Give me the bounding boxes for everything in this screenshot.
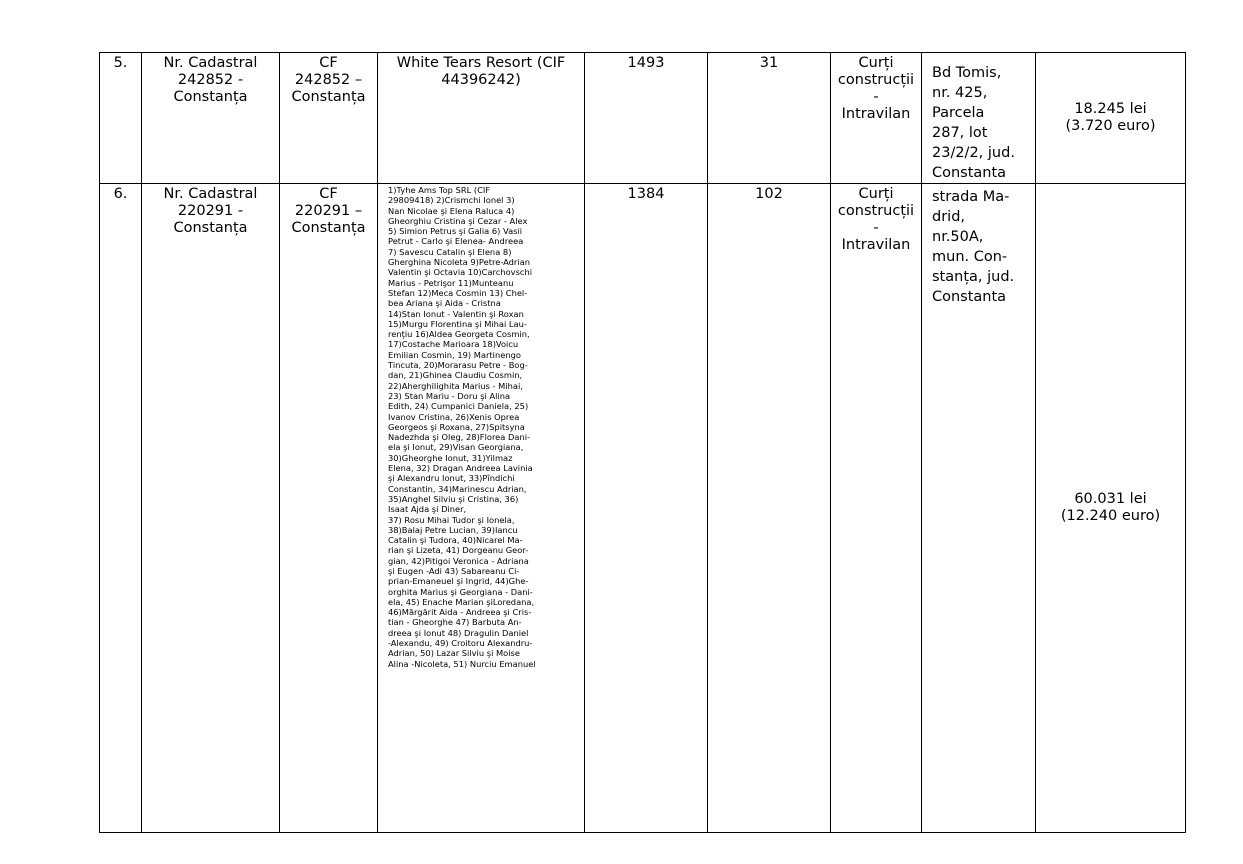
address-line: Constanta — [932, 289, 1007, 305]
address-line: Constanta — [932, 165, 1007, 181]
owner-line: Nadezhda şi Oleg, 28)Florea Dani- — [388, 432, 531, 443]
address-line: nr.50A, — [932, 229, 984, 245]
owner-line: şi Alexandru Ionut, 33)Pîndichi — [388, 473, 515, 484]
area-cell: 1384 — [585, 184, 708, 833]
cf-city: Constanța — [291, 220, 366, 236]
address-line: Bd Tomis, — [932, 65, 1002, 81]
owner-line: Constantin, 34)Marinescu Adrian, — [388, 483, 527, 494]
cf-city: Constanța — [291, 89, 366, 105]
owner-line: Isaat Ajda şi Diner, — [388, 504, 467, 515]
address-cell — [922, 53, 1036, 184]
owner-line: Georgeos şi Roxana, 27)Spitsyna — [388, 421, 525, 432]
address-line: nr. 425, — [932, 85, 988, 101]
category-cell — [831, 53, 922, 184]
owner-line: White Tears Resort (CIF — [396, 55, 566, 71]
owner-line: Elena, 32) Dragan Andreea Lavinia — [388, 463, 533, 474]
owner-line: dan, 21)Ghinea Claudiu Cosmin, — [388, 370, 523, 381]
category-line: Intravilan — [841, 106, 911, 122]
price-lei: 60.031 lei — [1074, 491, 1147, 507]
row-number-cell: 5. — [100, 53, 142, 184]
cf-label: CF — [319, 55, 338, 71]
owner-line: şi Eugen -Adi 43) Sabareanu Ci- — [388, 565, 520, 576]
area-cell: 1493 — [585, 53, 708, 184]
row-number-cell: 6. — [100, 184, 142, 833]
owner-line: Petrut - Carlo şi Elenea- Andreea — [388, 236, 524, 247]
owner-line: orghita Marius şi Georgiana - Dani- — [388, 586, 533, 597]
owner-line: Tincuta, 20)Morarasu Petre - Bog- — [388, 360, 528, 371]
category-line: Curți — [858, 186, 894, 202]
owner-line: Nan Nicolae şi Elena Raluca 4) — [388, 205, 515, 216]
cadastral-city: Constanța — [173, 220, 248, 236]
owner-line: 1)Tyhe Ams Top SRL (CIF — [388, 185, 491, 195]
category-line: Intravilan — [841, 237, 911, 253]
address-cell — [922, 184, 1036, 833]
owner-line: 7) Savescu Catalin şi Elena 8) — [388, 246, 512, 257]
owner-line: Edith, 24) Cumpanici Daniela, 25) — [388, 401, 529, 412]
category-line: Curți — [858, 55, 894, 71]
owner-line: Stefan 12)Meca Cosmin 13) Chel- — [388, 287, 528, 298]
count-cell: 31 — [708, 53, 831, 184]
owner-line: 44396242) — [441, 72, 521, 88]
address-line: mun. Con- — [932, 249, 1008, 265]
category-line: construcții - — [837, 203, 915, 236]
address-line: drid, — [932, 209, 966, 225]
address-line: 287, lot — [932, 125, 988, 141]
owner-line: rian şi Lizeta, 41) Dorgeanu Geor- — [388, 545, 529, 556]
owners-list-cell — [378, 184, 585, 833]
owner-line: 23) Stan Mariu - Doru şi Alina — [388, 390, 511, 401]
cf-number: 242852 – — [294, 72, 363, 88]
cf-label: CF — [319, 186, 338, 202]
land-parcels-table — [99, 52, 1186, 833]
owner-line: renţiu 16)Aldea Georgeta Cosmin, — [388, 329, 530, 340]
owner-line: 5) Simion Petrus şi Galia 6) Vasii — [388, 226, 523, 237]
owner-line: dreea şi Ionut 48) Dragulin Daniel — [388, 627, 529, 638]
owner-line: Ivanov Cristina, 26)Xenis Oprea — [388, 411, 520, 422]
owner-line: ela şi Ionut, 29)Visan Georgiana, — [388, 442, 524, 453]
owner-line: -Alexandu, 49) Croitoru Alexandru- — [388, 638, 533, 649]
count-cell: 102 — [708, 184, 831, 833]
owner-line: Valentin şi Octavia 10)Carchovschi — [388, 267, 533, 278]
address-line: 23/2/2, jud. — [932, 145, 1015, 161]
cadastral-number: 242852 - — [177, 72, 244, 88]
cf-number: 220291 – — [294, 203, 363, 219]
price-cell — [1036, 53, 1186, 184]
owner-line: 22)Aherghilighita Marius - Mihai, — [388, 380, 523, 391]
cadastral-label: Nr. Cadastral — [163, 186, 258, 202]
owner-line: Adrian, 50) Lazar Silviu şi Moise — [388, 648, 520, 659]
price-cell — [1036, 184, 1186, 833]
owner-line: ela, 45) Enache Marian şiLoredana, — [388, 596, 535, 607]
owner-line: 15)Murgu Florentina şi Mihai Lau- — [388, 318, 527, 329]
owner-line: Gherghina Nicoleta 9)Petre-Adrian — [388, 257, 530, 268]
owner-line: bea Ariana şi Aida - Cristna — [388, 298, 501, 309]
owner-cell — [378, 53, 585, 184]
table-row — [100, 184, 1186, 833]
price-euro: (3.720 euro) — [1065, 118, 1156, 134]
price-lei: 18.245 lei — [1074, 101, 1147, 117]
category-line: construcții - — [837, 72, 915, 105]
owner-line: 17)Costache Marioara 18)Voicu — [388, 339, 519, 350]
owner-line: 14)Stan Ionut - Valentin şi Roxan — [388, 308, 524, 319]
owner-line: tian - Gheorghe 47) Barbuta An- — [388, 617, 522, 628]
owners-list — [378, 184, 584, 669]
owner-line: prian-Emaneuel şi Ingrid, 44)Ghe- — [388, 576, 529, 587]
owner-line: gian, 42)Pitigoi Veronica - Adriana — [388, 555, 529, 566]
address-line: strada Ma- — [932, 189, 1010, 205]
cadastral-city: Constanța — [173, 89, 248, 105]
owner-line: Emilian Cosmin, 19) Martinengo — [388, 349, 521, 360]
address-line: Parcela — [932, 105, 985, 121]
owner-line: 37) Rosu Mihai Tudor şi Ionela, — [388, 514, 515, 525]
cadastral-number: 220291 - — [177, 203, 244, 219]
table-row — [100, 53, 1186, 184]
address-line: stanța, jud. — [932, 269, 1015, 285]
owner-line: Alina -Nicoleta, 51) Nurciu Emanuel — [388, 658, 536, 669]
owner-line: 30)Gheorghe Ionut, 31)Yilmaz — [388, 452, 513, 463]
cadastral-cell — [142, 184, 280, 833]
cf-cell — [280, 184, 378, 833]
cf-cell — [280, 53, 378, 184]
owner-line: Marius - Petrişor 11)Munteanu — [388, 277, 514, 288]
price-euro: (12.240 euro) — [1060, 508, 1161, 524]
owner-line: 46)Mărgărit Aida - Andreea şi Cris- — [388, 607, 532, 618]
cadastral-label: Nr. Cadastral — [163, 55, 258, 71]
owner-line: 29809418) 2)Crismchi Ionel 3) — [388, 195, 515, 206]
cadastral-cell — [142, 53, 280, 184]
owner-line: 38)Balaj Petre Lucian, 39)Iancu — [388, 524, 518, 535]
category-cell — [831, 184, 922, 833]
owner-line: 35)Anghel Silviu şi Cristina, 36) — [388, 493, 519, 504]
owner-line: Gheorghiu Cristina şi Cezar - Alex — [388, 215, 528, 226]
owner-line: Catalin şi Tudora, 40)Nicarel Ma- — [388, 535, 523, 546]
